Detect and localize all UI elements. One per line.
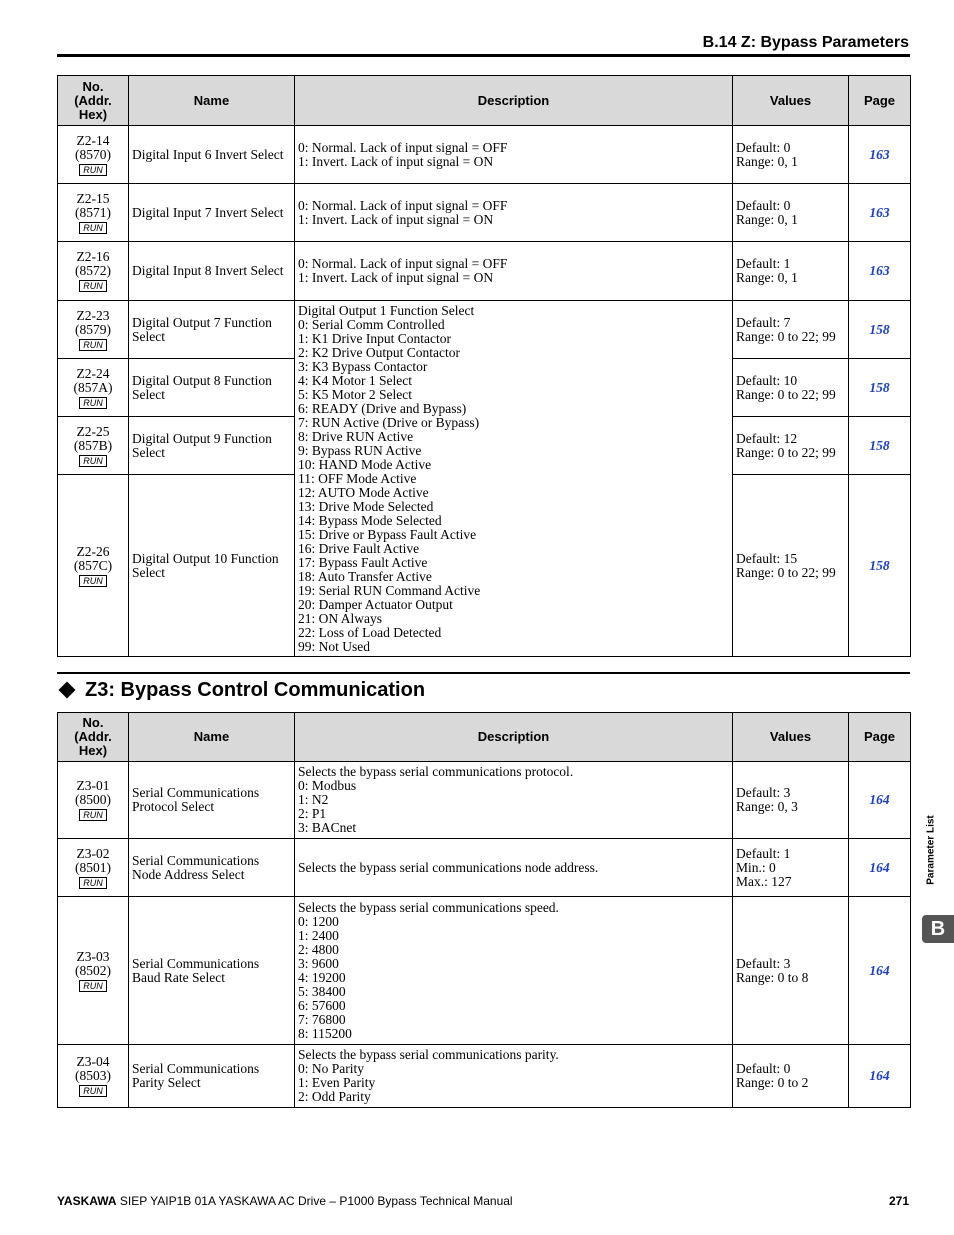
values-line: Default: 0 (736, 1061, 791, 1076)
page-link[interactable]: 163 (849, 242, 911, 301)
param-address: (857A) (73, 379, 113, 395)
page-link[interactable]: 158 (849, 359, 911, 417)
values-line: Range: 0, 1 (736, 270, 798, 285)
section-title-text: Z3: Bypass Control Communication (85, 678, 426, 701)
col-header-values: Values (733, 76, 849, 126)
param-values (733, 762, 849, 839)
param-name (129, 897, 295, 1045)
desc-line: 21: ON Always (298, 610, 382, 626)
param-number: Z3-03 (76, 948, 110, 964)
desc-line: Selects the bypass serial communications parity. (298, 1047, 559, 1062)
page-link[interactable]: 158 (849, 475, 911, 657)
values-line: Range: 0 to 22; 99 (736, 328, 836, 344)
param-name: Digital Input 8 Invert Select (129, 242, 295, 301)
col-header-no-line1: No. (82, 78, 104, 94)
desc-line: 0: Normal. Lack of input signal = OFF (298, 256, 508, 271)
desc-line: 3: BACnet (298, 820, 357, 835)
table-row (58, 126, 911, 184)
param-values (733, 184, 849, 242)
param-address: (8571) (75, 204, 111, 220)
table-row (58, 897, 911, 1045)
run-badge: RUN (79, 980, 107, 992)
param-number-cell (58, 359, 129, 417)
param-address: (8500) (75, 792, 111, 807)
run-badge: RUN (79, 877, 107, 889)
param-number-cell (58, 301, 129, 359)
table-row (58, 242, 911, 301)
values-line: Range: 0 to 22; 99 (736, 444, 836, 460)
desc-line: 13: Drive Mode Selected (298, 498, 434, 514)
desc-line: 8: Drive RUN Active (298, 428, 414, 444)
desc-line: 0: Normal. Lack of input signal = OFF (298, 197, 508, 213)
run-badge: RUN (79, 575, 107, 587)
param-number: Z2-16 (76, 249, 110, 264)
side-chapter-label (916, 790, 946, 910)
values-line: Range: 0 to 22; 99 (736, 386, 836, 402)
name-line: Serial Communications (132, 1061, 260, 1076)
desc-line: 3: K3 Bypass Contactor (298, 358, 428, 374)
header-rule (57, 54, 910, 57)
table-row (58, 184, 911, 242)
desc-line: 18: Auto Transfer Active (298, 568, 432, 584)
name-line: Protocol Select (132, 799, 215, 814)
desc-line: 8: 115200 (298, 1025, 352, 1041)
desc-line: 5: K5 Motor 2 Select (298, 386, 412, 402)
param-values (733, 475, 849, 657)
name-line: Serial Communications (132, 955, 260, 971)
param-values (733, 359, 849, 417)
col-header-no (58, 713, 129, 762)
desc-line: 4: 19200 (298, 969, 346, 985)
param-number: Z3-04 (76, 1054, 110, 1069)
desc-line: 22: Loss of Load Detected (298, 624, 442, 640)
values-line: Default: 0 (736, 197, 791, 213)
run-badge: RUN (79, 1085, 107, 1097)
values-line: Range: 0, 1 (736, 211, 798, 227)
values-line: Default: 15 (736, 550, 798, 566)
desc-line: 0: No Parity (298, 1061, 364, 1076)
col-header-no-line3: Hex) (78, 106, 108, 122)
param-values (733, 1045, 849, 1108)
values-line: Default: 10 (736, 372, 798, 388)
col-header-name: Name (129, 713, 295, 762)
param-number-cell (58, 839, 129, 897)
desc-line: 1: Invert. Lack of input signal = ON (298, 211, 494, 227)
values-line: Max.: 127 (736, 873, 792, 889)
table-row (58, 1045, 911, 1108)
run-badge: RUN (79, 809, 107, 821)
desc-line: 99: Not Used (298, 638, 370, 654)
param-number: Z3-01 (76, 778, 110, 793)
param-description (295, 762, 733, 839)
values-line: Default: 7 (736, 314, 791, 330)
param-values (733, 839, 849, 897)
desc-line: 7: 76800 (298, 1011, 346, 1027)
col-header-description: Description (295, 76, 733, 126)
desc-line: 2: 4800 (298, 941, 339, 957)
param-name: Digital Output 7 Function Select (129, 301, 295, 359)
desc-line: 9: Bypass RUN Active (298, 442, 422, 458)
desc-line: 3: 9600 (298, 955, 339, 971)
col-header-description: Description (295, 713, 733, 762)
param-name: Digital Output 8 Function Select (129, 359, 295, 417)
param-name (129, 1045, 295, 1108)
values-line: Range: 0, 3 (736, 799, 798, 814)
diamond-bullet-icon (59, 682, 76, 699)
desc-line: 0: Serial Comm Controlled (298, 316, 445, 332)
param-name (129, 839, 295, 897)
desc-line: 1: N2 (298, 792, 329, 807)
page-link[interactable]: 158 (849, 301, 911, 359)
name-line: Serial Communications (132, 785, 260, 800)
param-address: (8503) (75, 1068, 111, 1083)
desc-line: 16: Drive Fault Active (298, 540, 420, 556)
table-header-row (58, 713, 911, 762)
run-badge: RUN (79, 222, 107, 234)
desc-line: 6: READY (Drive and Bypass) (298, 400, 467, 416)
col-header-no (58, 76, 129, 126)
desc-line: 0: Normal. Lack of input signal = OFF (298, 139, 508, 155)
col-header-no-line2: (Addr. (74, 729, 112, 744)
desc-line: 17: Bypass Fault Active (298, 554, 428, 570)
param-name: Digital Output 10 Function Select (129, 475, 295, 657)
z3-parameter-table (57, 712, 911, 1108)
values-line: Default: 3 (736, 955, 791, 971)
param-number: Z2-14 (76, 132, 110, 148)
col-header-page: Page (849, 713, 911, 762)
desc-line: 1: Invert. Lack of input signal = ON (298, 153, 494, 169)
desc-line: 7: RUN Active (Drive or Bypass) (298, 414, 480, 430)
desc-line: 10: HAND Mode Active (298, 456, 432, 472)
desc-line: 4: K4 Motor 1 Select (298, 372, 412, 388)
desc-line: 2: Odd Parity (298, 1089, 371, 1104)
run-badge: RUN (79, 164, 107, 176)
param-values (733, 417, 849, 475)
param-number-cell (58, 184, 129, 242)
chapter-tab[interactable] (922, 915, 954, 943)
param-address: (8501) (75, 859, 111, 875)
values-line: Min.: 0 (736, 859, 776, 875)
desc-line: 2: P1 (298, 806, 327, 821)
desc-line: 0: Modbus (298, 778, 357, 793)
param-number: Z2-25 (76, 423, 110, 439)
desc-line: 14: Bypass Mode Selected (298, 512, 442, 528)
col-header-no-line2: (Addr. (74, 92, 112, 108)
section-header-title: B.14 Z: Bypass Parameters (702, 34, 909, 51)
side-chapter-label-text: Parameter List (925, 815, 937, 885)
table-row (58, 839, 911, 897)
param-values (733, 897, 849, 1045)
param-number-cell (58, 242, 129, 301)
table-row (58, 301, 911, 359)
param-number: Z2-15 (76, 190, 110, 206)
page-link[interactable]: 164 (849, 897, 911, 1045)
desc-line: 1: Invert. Lack of input signal = ON (298, 270, 494, 285)
param-values (733, 126, 849, 184)
param-description (295, 839, 733, 897)
param-values (733, 301, 849, 359)
page-link[interactable]: 158 (849, 417, 911, 475)
values-line: Range: 0 to 8 (736, 969, 809, 985)
col-header-no-line3: Hex) (78, 743, 108, 758)
values-line: Range: 0 to 2 (736, 1075, 809, 1090)
param-number: Z2-23 (76, 307, 110, 323)
param-name: Digital Input 6 Invert Select (129, 126, 295, 184)
param-number: Z2-26 (76, 543, 110, 559)
param-number-cell (58, 897, 129, 1045)
col-header-no-line1: No. (82, 715, 104, 730)
run-badge: RUN (79, 455, 107, 467)
values-line: Default: 1 (736, 256, 791, 271)
z3-section-heading (57, 672, 910, 701)
desc-line: Selects the bypass serial communications node address. (298, 859, 599, 875)
name-line: Baud Rate Select (132, 969, 225, 985)
footer-manual-title (57, 1194, 513, 1208)
param-number: Z3-02 (76, 845, 110, 861)
param-name (129, 762, 295, 839)
desc-line: 12: AUTO Mode Active (298, 484, 429, 500)
param-address: (8570) (75, 146, 111, 162)
values-line: Default: 3 (736, 785, 791, 800)
footer-brand: YASKAWA (57, 1194, 117, 1208)
param-name: Digital Input 7 Invert Select (129, 184, 295, 242)
param-number-cell (58, 1045, 129, 1108)
values-line: Range: 0 to 22; 99 (736, 564, 836, 580)
shared-output-function-description (295, 301, 733, 657)
page-link[interactable]: 164 (849, 1045, 911, 1108)
page-link[interactable]: 163 (849, 126, 911, 184)
name-line: Parity Select (132, 1075, 201, 1090)
desc-line: 0: 1200 (298, 913, 339, 929)
run-badge: RUN (79, 339, 107, 351)
param-description (295, 1045, 733, 1108)
param-number-cell (58, 475, 129, 657)
section-title (57, 678, 425, 702)
param-address: (8579) (75, 321, 111, 337)
param-address: (857C) (73, 557, 113, 573)
desc-line: 19: Serial RUN Command Active (298, 582, 481, 598)
param-number: Z2-24 (76, 365, 110, 381)
param-number-cell (58, 762, 129, 839)
desc-line: 1: 2400 (298, 927, 339, 943)
param-description (295, 184, 733, 242)
col-header-page: Page (849, 76, 911, 126)
chapter-tab-letter: B (930, 917, 946, 940)
desc-line: 11: OFF Mode Active (298, 470, 417, 486)
page-link[interactable]: 164 (849, 762, 911, 839)
table-row (58, 762, 911, 839)
desc-line: Selects the bypass serial communications protocol. (298, 764, 574, 779)
col-header-name: Name (129, 76, 295, 126)
param-number-cell (58, 417, 129, 475)
values-line: Default: 1 (736, 845, 791, 861)
table-header-row (58, 76, 911, 126)
desc-line: Digital Output 1 Function Select (298, 302, 475, 318)
values-line: Range: 0, 1 (736, 153, 798, 169)
values-line: Default: 0 (736, 139, 791, 155)
param-description (295, 242, 733, 301)
col-header-values: Values (733, 713, 849, 762)
page-link[interactable]: 164 (849, 839, 911, 897)
values-line: Default: 12 (736, 430, 798, 446)
param-address: (8502) (75, 962, 111, 978)
param-name: Digital Output 9 Function Select (129, 417, 295, 475)
desc-line: 6: 57600 (298, 997, 346, 1013)
z2-parameter-table (57, 75, 911, 657)
desc-line: 1: K1 Drive Input Contactor (298, 330, 451, 346)
desc-line: 15: Drive or Bypass Fault Active (298, 526, 477, 542)
run-badge: RUN (79, 280, 107, 292)
footer-text: SIEP YAIP1B 01A YASKAWA AC Drive – P1000 Bypass Technical Manual (116, 1194, 513, 1208)
desc-line: 5: 38400 (298, 983, 346, 999)
param-description (295, 126, 733, 184)
name-line: Node Address Select (132, 866, 245, 882)
page-link[interactable]: 163 (849, 184, 911, 242)
section-rule (57, 672, 910, 674)
desc-line: 2: K2 Drive Output Contactor (298, 344, 460, 360)
footer-page-number: 271 (888, 1194, 909, 1208)
param-address: (857B) (73, 437, 113, 453)
desc-line: Selects the bypass serial communications speed. (298, 899, 559, 915)
param-address: (8572) (75, 263, 111, 278)
param-values (733, 242, 849, 301)
run-badge: RUN (79, 397, 107, 409)
desc-line: 20: Damper Actuator Output (298, 596, 453, 612)
param-description (295, 897, 733, 1045)
name-line: Serial Communications (132, 852, 260, 868)
param-number-cell (58, 126, 129, 184)
desc-line: 1: Even Parity (298, 1075, 376, 1090)
